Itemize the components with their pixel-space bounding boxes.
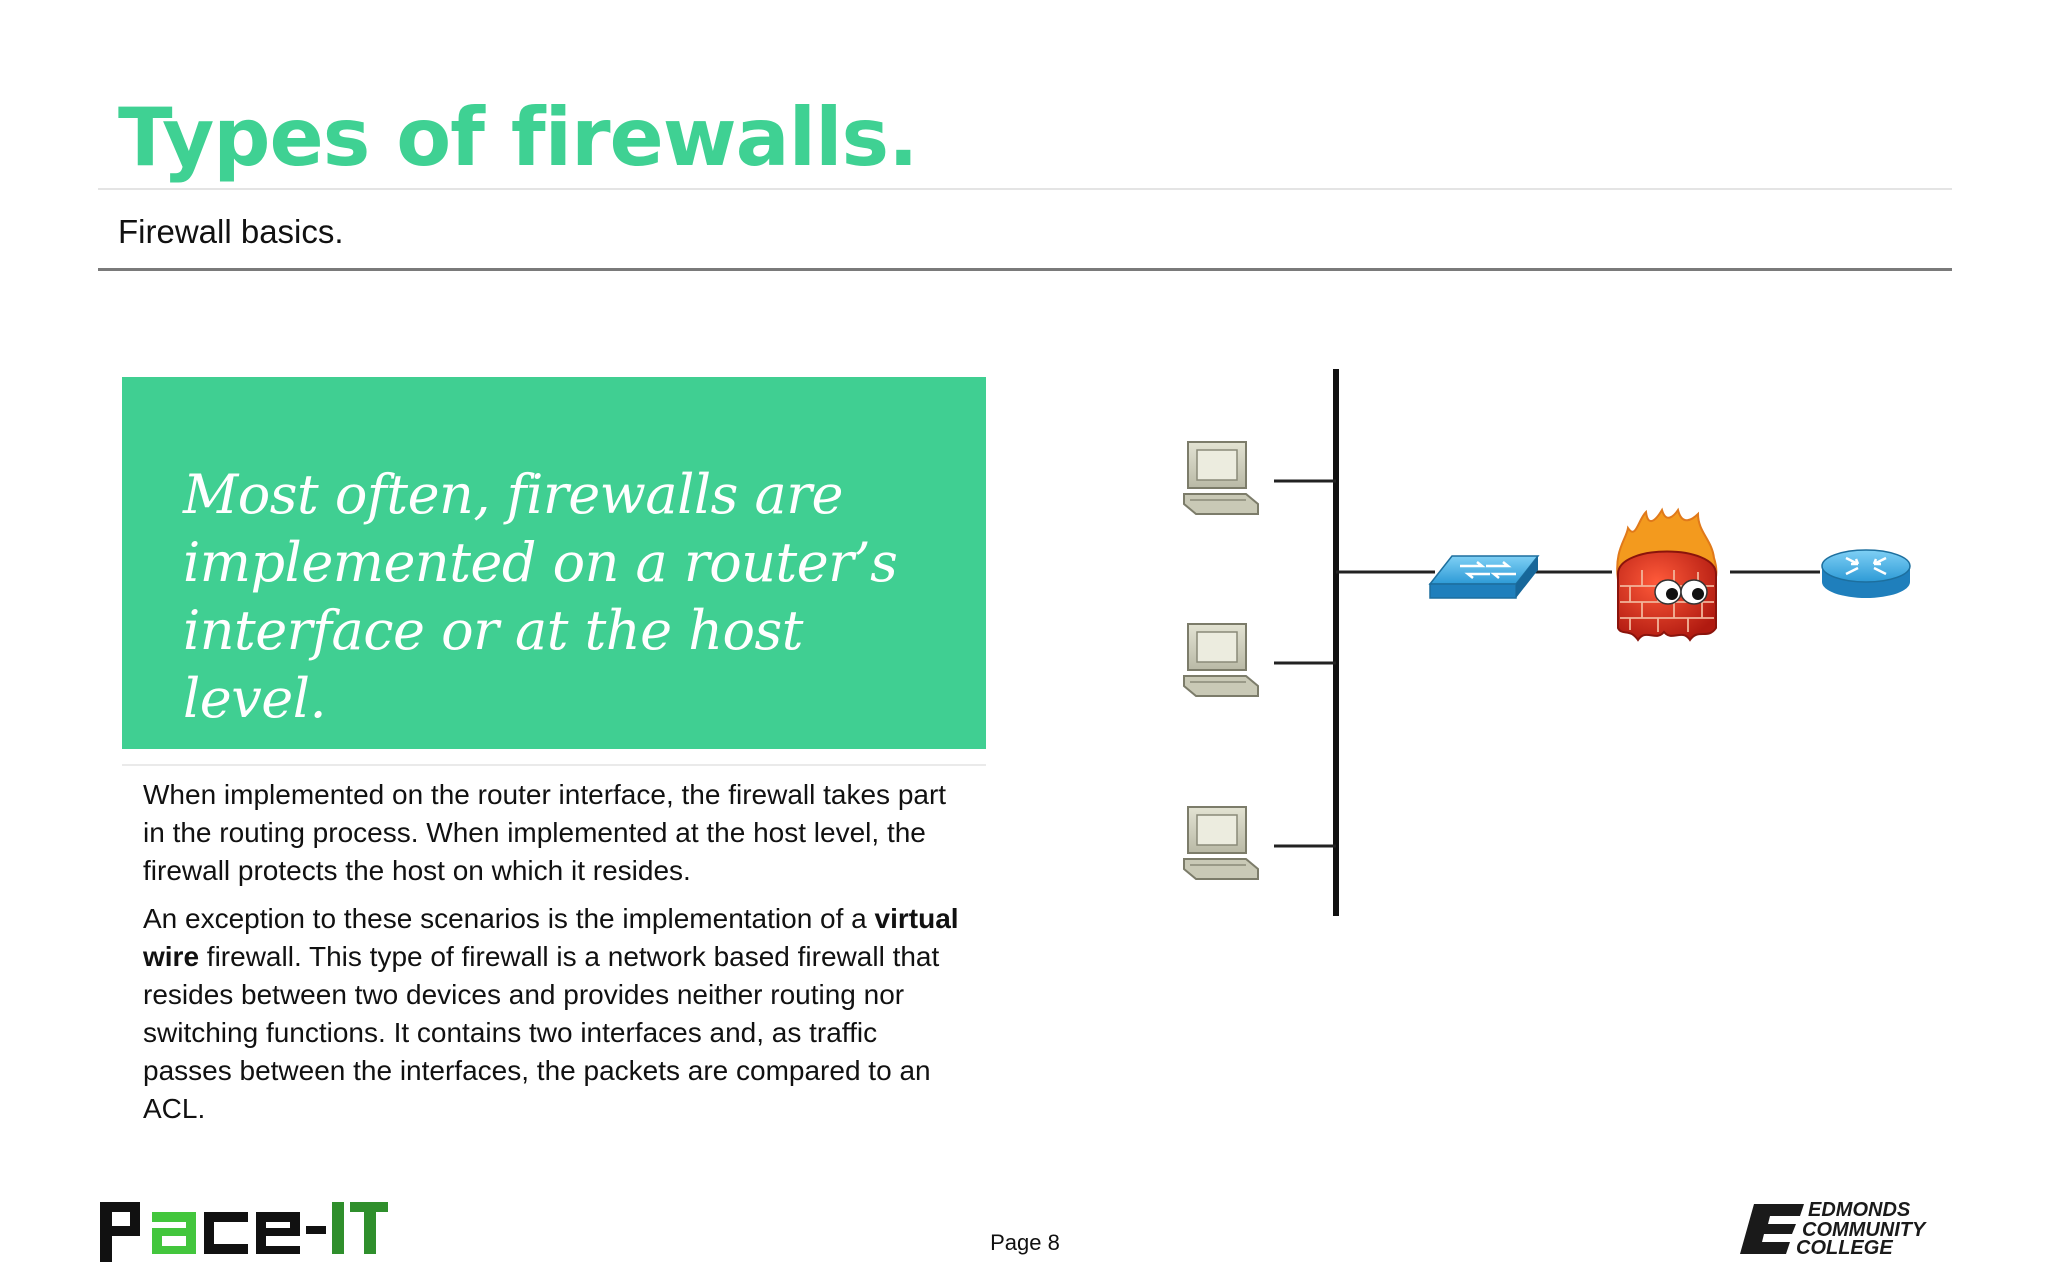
page-subtitle: Firewall basics. bbox=[118, 213, 344, 250]
body-paragraph-2-intro: An exception to these scenarios is the implementation of a bbox=[143, 903, 875, 934]
ecc-line-3: COLLEGE bbox=[1796, 1237, 1893, 1259]
ecc-emblem-icon bbox=[1740, 1204, 1804, 1254]
ecc-line-2: COMMUNITY bbox=[1802, 1219, 1926, 1241]
callout-text: Most often, firewalls are implemented on a router’s interface or at the host level. bbox=[183, 463, 898, 730]
router-icon bbox=[1822, 550, 1910, 598]
computer-icon bbox=[1184, 442, 1258, 514]
firewall-icon bbox=[1617, 510, 1716, 640]
header-divider bbox=[98, 268, 1952, 271]
body-paragraph-2 bbox=[143, 900, 973, 1128]
body-paragraph-2-rest: firewall. This type of firewall is a network based firewall that resides between two devices and provides neither routing nor switching functions. It contains two interfaces and, as traffic passes between the interfaces, the packets are compared to an ACL. bbox=[143, 941, 940, 1124]
callout-box bbox=[122, 377, 986, 749]
computer-icon bbox=[1184, 807, 1258, 879]
page-number: Page 8 bbox=[990, 1230, 1060, 1255]
body-paragraph-1: When implemented on the router interface, the firewall takes part in the routing process. When implemented at the host level, the firewall protects the host on which it resides. bbox=[143, 779, 947, 886]
title-divider bbox=[98, 188, 1952, 190]
edmonds-community-college-logo bbox=[1740, 1198, 1950, 1258]
page-title: Types of firewalls. bbox=[118, 88, 918, 188]
callout-divider bbox=[122, 764, 986, 766]
computer-icon bbox=[1184, 624, 1258, 696]
ecc-line-1: EDMONDS bbox=[1808, 1199, 1911, 1221]
network-diagram bbox=[1160, 360, 1940, 920]
virtual-wire-term: virtual wire bbox=[143, 903, 959, 972]
body-text bbox=[143, 776, 973, 1138]
switch-icon bbox=[1430, 556, 1538, 598]
pace-it-logo bbox=[100, 1196, 390, 1262]
